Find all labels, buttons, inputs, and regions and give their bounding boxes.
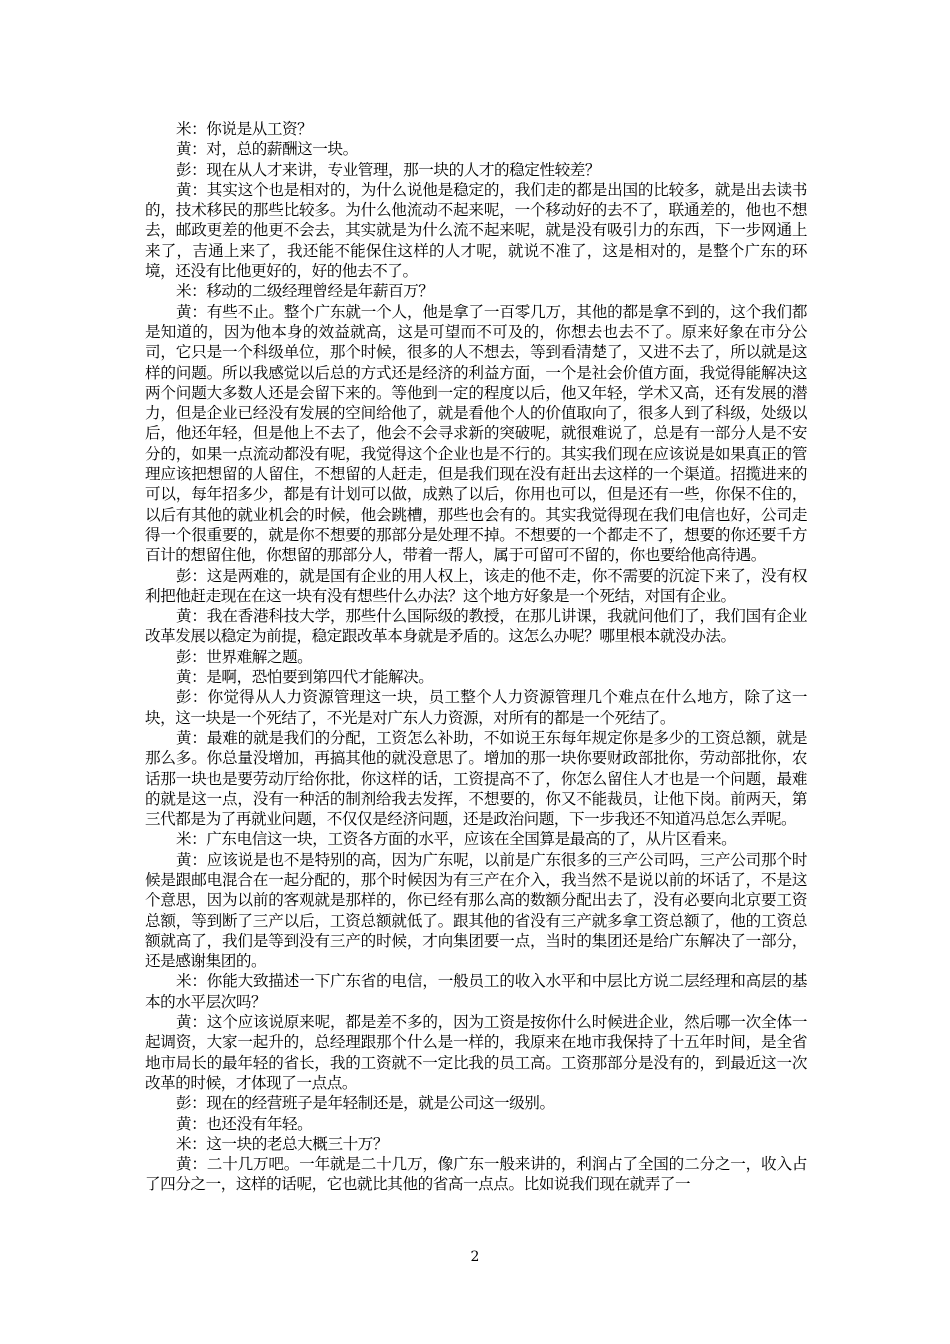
paragraph: 黄：我在香港科技大学，那些什么国际级的教授，在那儿讲课，我就问他们了，我们国有企业改革发展以稳定为前提，稳定跟改革本身就是矛盾的。这怎么办呢？哪里根本就没办法。 bbox=[145, 607, 807, 646]
page-number: 2 bbox=[470, 1249, 480, 1265]
paragraph: 彭：现在从人才来讲，专业管理，那一块的人才的稳定性较差？ bbox=[176, 160, 601, 179]
paragraph: 米：你说是从工资？ bbox=[176, 120, 313, 138]
paragraph: 彭：现在的经营班子是年轻制还是，就是公司这一级别。 bbox=[176, 1094, 555, 1113]
paragraph: 彭：你觉得从人力资源管理这一块，员工整个人力资源管理几个难点在什么地方，除了这一块，这一块是一个死结了，不光是对广东人力资源，对所有的都是一个死结了。 bbox=[145, 688, 807, 727]
paragraph: 米：你能大致描述一下广东省的电信，一般员工的收入水平和中层比方说二层经理和高层的基本的水平层次吗？ bbox=[145, 972, 807, 1011]
paragraph: 黄：对，总的薪酬这一块。 bbox=[176, 140, 358, 159]
paragraph: 彭：这是两难的，就是国有企业的用人权上，该走的他不走，你不需要的沉淀下来了，没有权利把他赶走现在在这一块有没有想些什么办法？这个地方好象是一个死结，对国有企业。 bbox=[145, 566, 807, 605]
paragraph: 黄：也还没有年轻。 bbox=[176, 1114, 313, 1133]
paragraph: 彭：世界难解之题。 bbox=[176, 647, 313, 666]
document-body bbox=[145, 119, 807, 1195]
paragraph: 黄：最难的就是我们的分配，工资怎么补助，不如说王东每年规定你是多少的工资总额，就是那么多。你总量没增加，再搞其他的就没意思了。增加的那一块你要财政部批你，劳动部批你，农话那一块也是要劳动厅给你批，你这样的话，工资提高不了，你怎么留住人才也是一个问题，最难的就是这一点，没有一种活的制剂给我去发挥，不想要的，你又不能裁员，让他下岗。前两天，第三代都是为了再就业问题，不仅仅是经济问题，还是政治问题，下一步我还不知道冯总怎么弄呢。 bbox=[145, 728, 807, 829]
paragraph: 黄：应该说是也不是特别的高，因为广东呢，以前是广东很多的三产公司吗，三产公司那个时候是跟邮电混合在一起分配的，那个时候因为有三产在介入，我当然不是说以前的坏话了，不是这个意思，因为以前的客观就是那样的，你已经有那么高的数额分配出去了，没有必要向北京要工资总额，等到断了三产以后，工资总额就低了。跟其他的省没有三产就多拿工资总额了，他的工资总额就高了，我们是等到没有三产的时候，才向集团要一点，当时的集团还是给广东解决了一部分，还是感谢集团的。 bbox=[145, 850, 807, 971]
paragraph: 米：这一块的老总大概三十万？ bbox=[176, 1134, 389, 1153]
paragraph: 黄：这个应该说原来呢，都是差不多的，因为工资是按你什么时候进企业，然后哪一次全体一起调资，大家一起升的，总经理跟那个什么是一样的，我原来在地市我保持了十五年时间，是全省地市局长的最年轻的省长，我的工资就不一定比我的员工高。工资那部分是没有的，到最近这一次改革的时候，才体现了一点点。 bbox=[145, 1013, 807, 1092]
paragraph: 米：移动的二级经理曾经是年薪百万？ bbox=[176, 282, 434, 301]
paragraph: 黄：是啊，恐怕要到第四代才能解决。 bbox=[176, 668, 434, 687]
paragraph: 黄：二十几万吧。一年就是二十几万，像广东一般来讲的，利润占了全国的二分之一，收入占了四分之一，这样的话呢，它也就比其他的省高一点点。比如说我们现在就弄了一 bbox=[145, 1155, 807, 1194]
paragraph: 米：广东电信这一块，工资各方面的水平，应该在全国算是最高的了，从片区看来。 bbox=[176, 830, 737, 849]
paragraph: 黄：有些不止。整个广东就一个人，他是拿了一百零几万，其他的都是拿不到的，这个我们都是知道的，因为他本身的效益就高，这是可望而不可及的，你想去也去不了。原来好象在市分公司，它只是一个科级单位，那个时候，很多的人不想去，等到看清楚了，又进不去了，所以就是这样的问题。所以我感觉以后总的方式还是经济的利益方面，一个是社会价值方面，我觉得能解决这两个问题大多数人还是会留下来的。等他到一定的程度以后，他又年轻，学术又高，还有发展的潜力，但是企业已经没有发展的空间给他了，就是看他个人的价值取向了，很多人到了科级，处级以后，他还年轻，但是他上不去了，他会不会寻求新的突破呢，就很难说了，总是有一部分人是不安分的，如果一点流动都没有呢，我觉得这个企业也是不行的。其实我们现在应该说是如果真正的管理应该把想留的人留住，不想留的人赶走，但是我们现在没有赶出去这样的一个渠道。招揽进来的可以，每年招多少，都是有计划可以做，成熟了以后，你用也可以，但是还有一些，你保不住的，以后有其他的就业机会的时候，他会跳槽，那些也会有的。其实我觉得现在我们电信也好，公司走得一个很重要的，就是你不想要的那部分是处理不掉。不想要的一个都走不了，想要的你还要千方百计的想留住他，你想留的那部分人，带着一帮人，属于可留可不留的，你也要给他高待遇。 bbox=[145, 302, 807, 565]
paragraph: 黄：其实这个也是相对的，为什么说他是稳定的，我们走的都是出国的比较多，就是出去读书的，技术移民的那些比较多。为什么他流动不起来呢，一个移动好的去不了，联通差的，他也不想去，邮政更差的他更不会去，其实就是为什么流不起来呢，就是没有吸引力的东西，下一步网通上来了，吉通上来了，我还能不能保住这样的人才呢，就说不准了，这是相对的，是整个广东的环境，还没有比他更好的，好的他去不了。 bbox=[145, 180, 807, 281]
